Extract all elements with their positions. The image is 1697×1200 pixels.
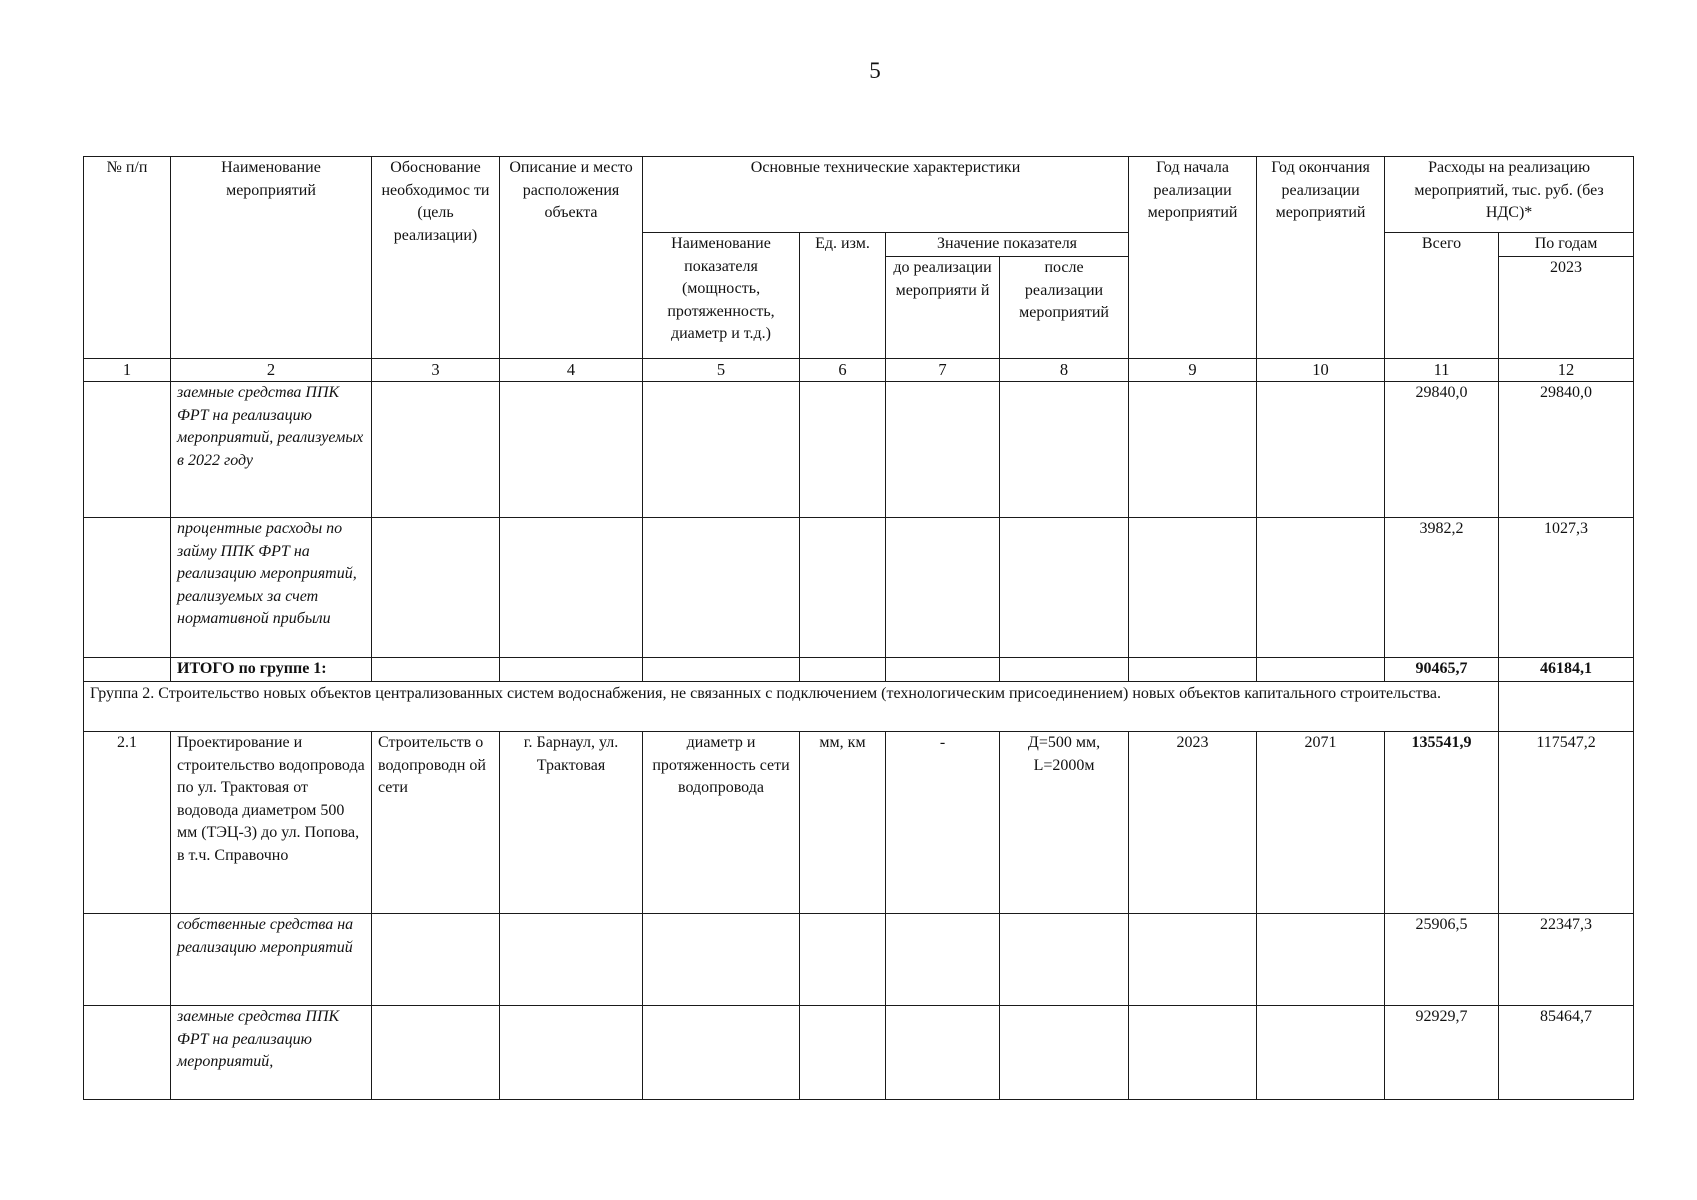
header-year-2023: 2023 (1499, 257, 1634, 359)
header-end-year: Год окончания реализации мероприятий (1257, 157, 1385, 359)
column-number: 9 (1129, 359, 1257, 382)
header-tech-specs: Основные технические характеристики (643, 157, 1129, 233)
item-before: - (886, 732, 1000, 914)
item-number: 2.1 (84, 732, 171, 914)
column-number: 3 (372, 359, 500, 382)
row-total: 29840,0 (1385, 382, 1499, 518)
table-row (84, 1006, 1634, 1100)
table-row-item-2-1 (84, 732, 1634, 914)
column-number: 5 (643, 359, 800, 382)
row-total: 92929,7 (1385, 1006, 1499, 1100)
item-end-year: 2071 (1257, 732, 1385, 914)
item-indicator: диаметр и протяженность сети водопровода (643, 732, 800, 914)
header-num: № п/п (84, 157, 171, 359)
group-title-row (84, 682, 1634, 732)
header-value: Значение показателя (886, 233, 1129, 257)
header-place: Описание и место расположения объекта (500, 157, 643, 359)
column-number: 2 (171, 359, 372, 382)
column-number: 12 (1499, 359, 1634, 382)
row-year-2023: 22347,3 (1499, 914, 1634, 1006)
header-reason: Обоснование необходимос ти (цель реализации) (372, 157, 500, 359)
item-name: Проектирование и строительство водопровода по ул. Трактовая от водовода диаметром 500 мм (ТЭЦ-3) до ул. Попова, в т.ч. Справочно (171, 732, 372, 914)
column-number: 10 (1257, 359, 1385, 382)
row-total: 25906,5 (1385, 914, 1499, 1006)
header-unit: Ед. изм. (800, 233, 886, 359)
header-total: Всего (1385, 233, 1499, 359)
row-year-2023: 1027,3 (1499, 518, 1634, 658)
row-total: 3982,2 (1385, 518, 1499, 658)
group-total-row (84, 658, 1634, 682)
page-number: 5 (869, 58, 881, 83)
header-name: Наименование мероприятий (171, 157, 372, 359)
item-total: 135541,9 (1385, 732, 1499, 914)
table-row (84, 914, 1634, 1006)
row-name: процентные расходы по займу ППК ФРТ на реализацию мероприятий, реализуемых за счет нормативной прибыли (171, 518, 372, 658)
column-number: 1 (84, 359, 171, 382)
column-number: 6 (800, 359, 886, 382)
row-name: заемные средства ППК ФРТ на реализацию мероприятий, (171, 1006, 372, 1100)
header-start-year: Год начала реализации мероприятий (1129, 157, 1257, 359)
item-start-year: 2023 (1129, 732, 1257, 914)
header-row-1 (84, 157, 1634, 233)
item-place: г. Барнаул, ул. Трактовая (500, 732, 643, 914)
row-name: собственные средства на реализацию мероприятий (171, 914, 372, 1006)
column-number: 8 (1000, 359, 1129, 382)
table-row (84, 518, 1634, 658)
group-title: Группа 2. Строительство новых объектов централизованных систем водоснабжения, не связанных с подключением (технологическим присоединением) новых объектов капитального строительства. (84, 682, 1499, 732)
table-row (84, 382, 1634, 518)
header-before: до реализации мероприяти й (886, 257, 1000, 359)
investment-program-table (83, 156, 1634, 1100)
group-total-label: ИТОГО по группе 1: (171, 658, 372, 682)
column-number: 7 (886, 359, 1000, 382)
column-numbers-row (84, 359, 1634, 382)
header-by-years: По годам (1499, 233, 1634, 257)
item-after: Д=500 мм, L=2000м (1000, 732, 1129, 914)
group-total-year-2023: 46184,1 (1499, 658, 1634, 682)
header-indicator-name: Наименование показателя (мощность, протяженность, диаметр и т.д.) (643, 233, 800, 359)
column-number: 4 (500, 359, 643, 382)
item-reason: Строительств о водопроводн ой сети (372, 732, 500, 914)
header-costs: Расходы на реализацию мероприятий, тыс. руб. (без НДС)* (1385, 157, 1634, 233)
row-name: заемные средства ППК ФРТ на реализацию мероприятий, реализуемых в 2022 году (171, 382, 372, 518)
item-unit: мм, км (800, 732, 886, 914)
item-year-2023: 117547,2 (1499, 732, 1634, 914)
row-year-2023: 85464,7 (1499, 1006, 1634, 1100)
group-total-sum: 90465,7 (1385, 658, 1499, 682)
header-after: после реализации мероприятий (1000, 257, 1129, 359)
column-number: 11 (1385, 359, 1499, 382)
row-year-2023: 29840,0 (1499, 382, 1634, 518)
